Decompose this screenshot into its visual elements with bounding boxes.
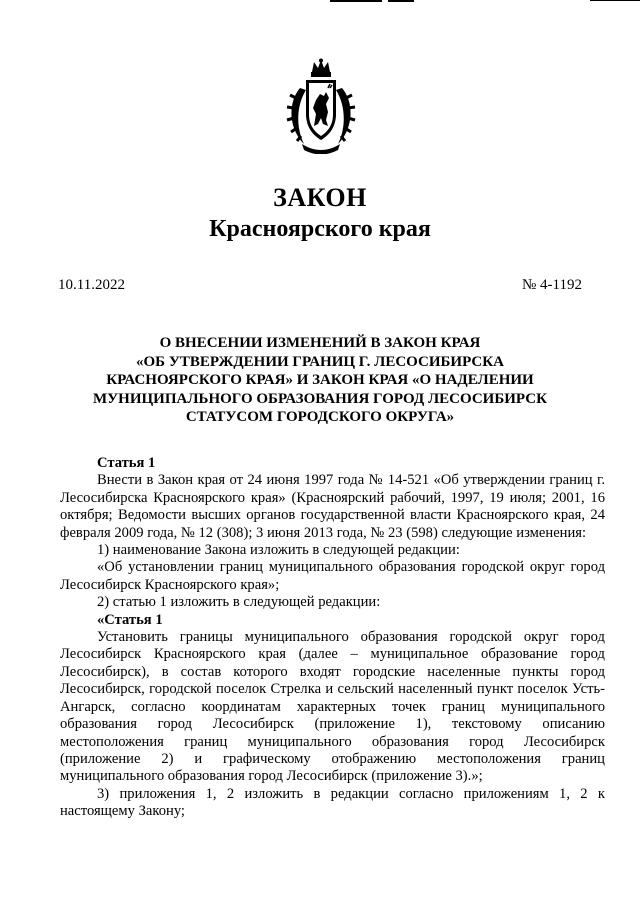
article-item-1-text: «Об установлении границ муниципального образования городской округ город Лесосибирск Красноярского края»;: [60, 559, 605, 593]
quoted-article-text: Установить границы муниципального образования городской округ город Лесосибирск Красноярского края (далее – муниципальное образование город Лесосибирск), в состав которого входят городские населенные пункты город Лесосибирск, городской поселок Стрелка и сельский населенный пункт поселок Усть-Ангарск, согласно координатам характерных точек границ муниципального образования город Лесосибирск (приложение 1), текстовому описанию местоположения границ муниципального образования город Лесосибирск (приложение 2) и графическому отображению местоположения границ муниципального образования город Лесосибирск (приложение 3).»;: [60, 629, 605, 785]
document-subtitle: Красноярского края: [209, 216, 431, 242]
article-heading: Статья 1: [97, 455, 156, 471]
document-date: 10.11.2022: [58, 277, 125, 293]
article-item-1: 1) наименование Закона изложить в следующей редакции:: [97, 542, 460, 559]
law-title-line: КРАСНОЯРСКОГО КРАЯ» И ЗАКОН КРАЯ «О НАДЕЛЕНИИ: [106, 372, 534, 388]
article-item-2: 2) статью 1 изложить в следующей редакции:: [97, 594, 381, 611]
quoted-article-heading: «Статья 1: [97, 611, 163, 628]
top-edge-mark: [388, 0, 414, 2]
law-title-line: «ОБ УТВЕРЖДЕНИИ ГРАНИЦ Г. ЛЕСОСИБИРСКА: [136, 353, 504, 370]
top-edge-mark: [590, 0, 640, 1]
law-title-line: МУНИЦИПАЛЬНОГО ОБРАЗОВАНИЯ ГОРОД ЛЕСОСИБИРСК: [93, 390, 547, 407]
law-title: [40, 334, 600, 427]
coat-of-arms-emblem: [286, 58, 356, 154]
top-edge-mark: [330, 0, 382, 2]
article-item-3: 3) приложения 1, 2 изложить в редакции согласно приложениям 1, 2 к настоящему Закону;: [60, 785, 605, 820]
article-intro: Внести в Закон края от 24 июня 1997 года № 14-521 «Об утверждении границ г. Лесосибирска Красноярского края» (Красноярский рабочий, 1997, 19 июля; 2001, 16 октября; Ведомости высших органов государственной власти Красноярского края, 24 февраля 2009 года, № 12 (308); 3 июня 2013 года, № 23 (598) следующие изменения:: [60, 472, 605, 541]
law-title-line: СТАТУСОМ ГОРОДСКОГО ОКРУГА»: [185, 409, 455, 425]
document-number: № 4-1192: [522, 277, 582, 293]
article-body: [60, 455, 605, 821]
law-title-line: О ВНЕСЕНИИ ИЗМЕНЕНИЙ В ЗАКОН КРАЯ: [159, 335, 481, 351]
document-title: ЗАКОН: [273, 183, 367, 212]
